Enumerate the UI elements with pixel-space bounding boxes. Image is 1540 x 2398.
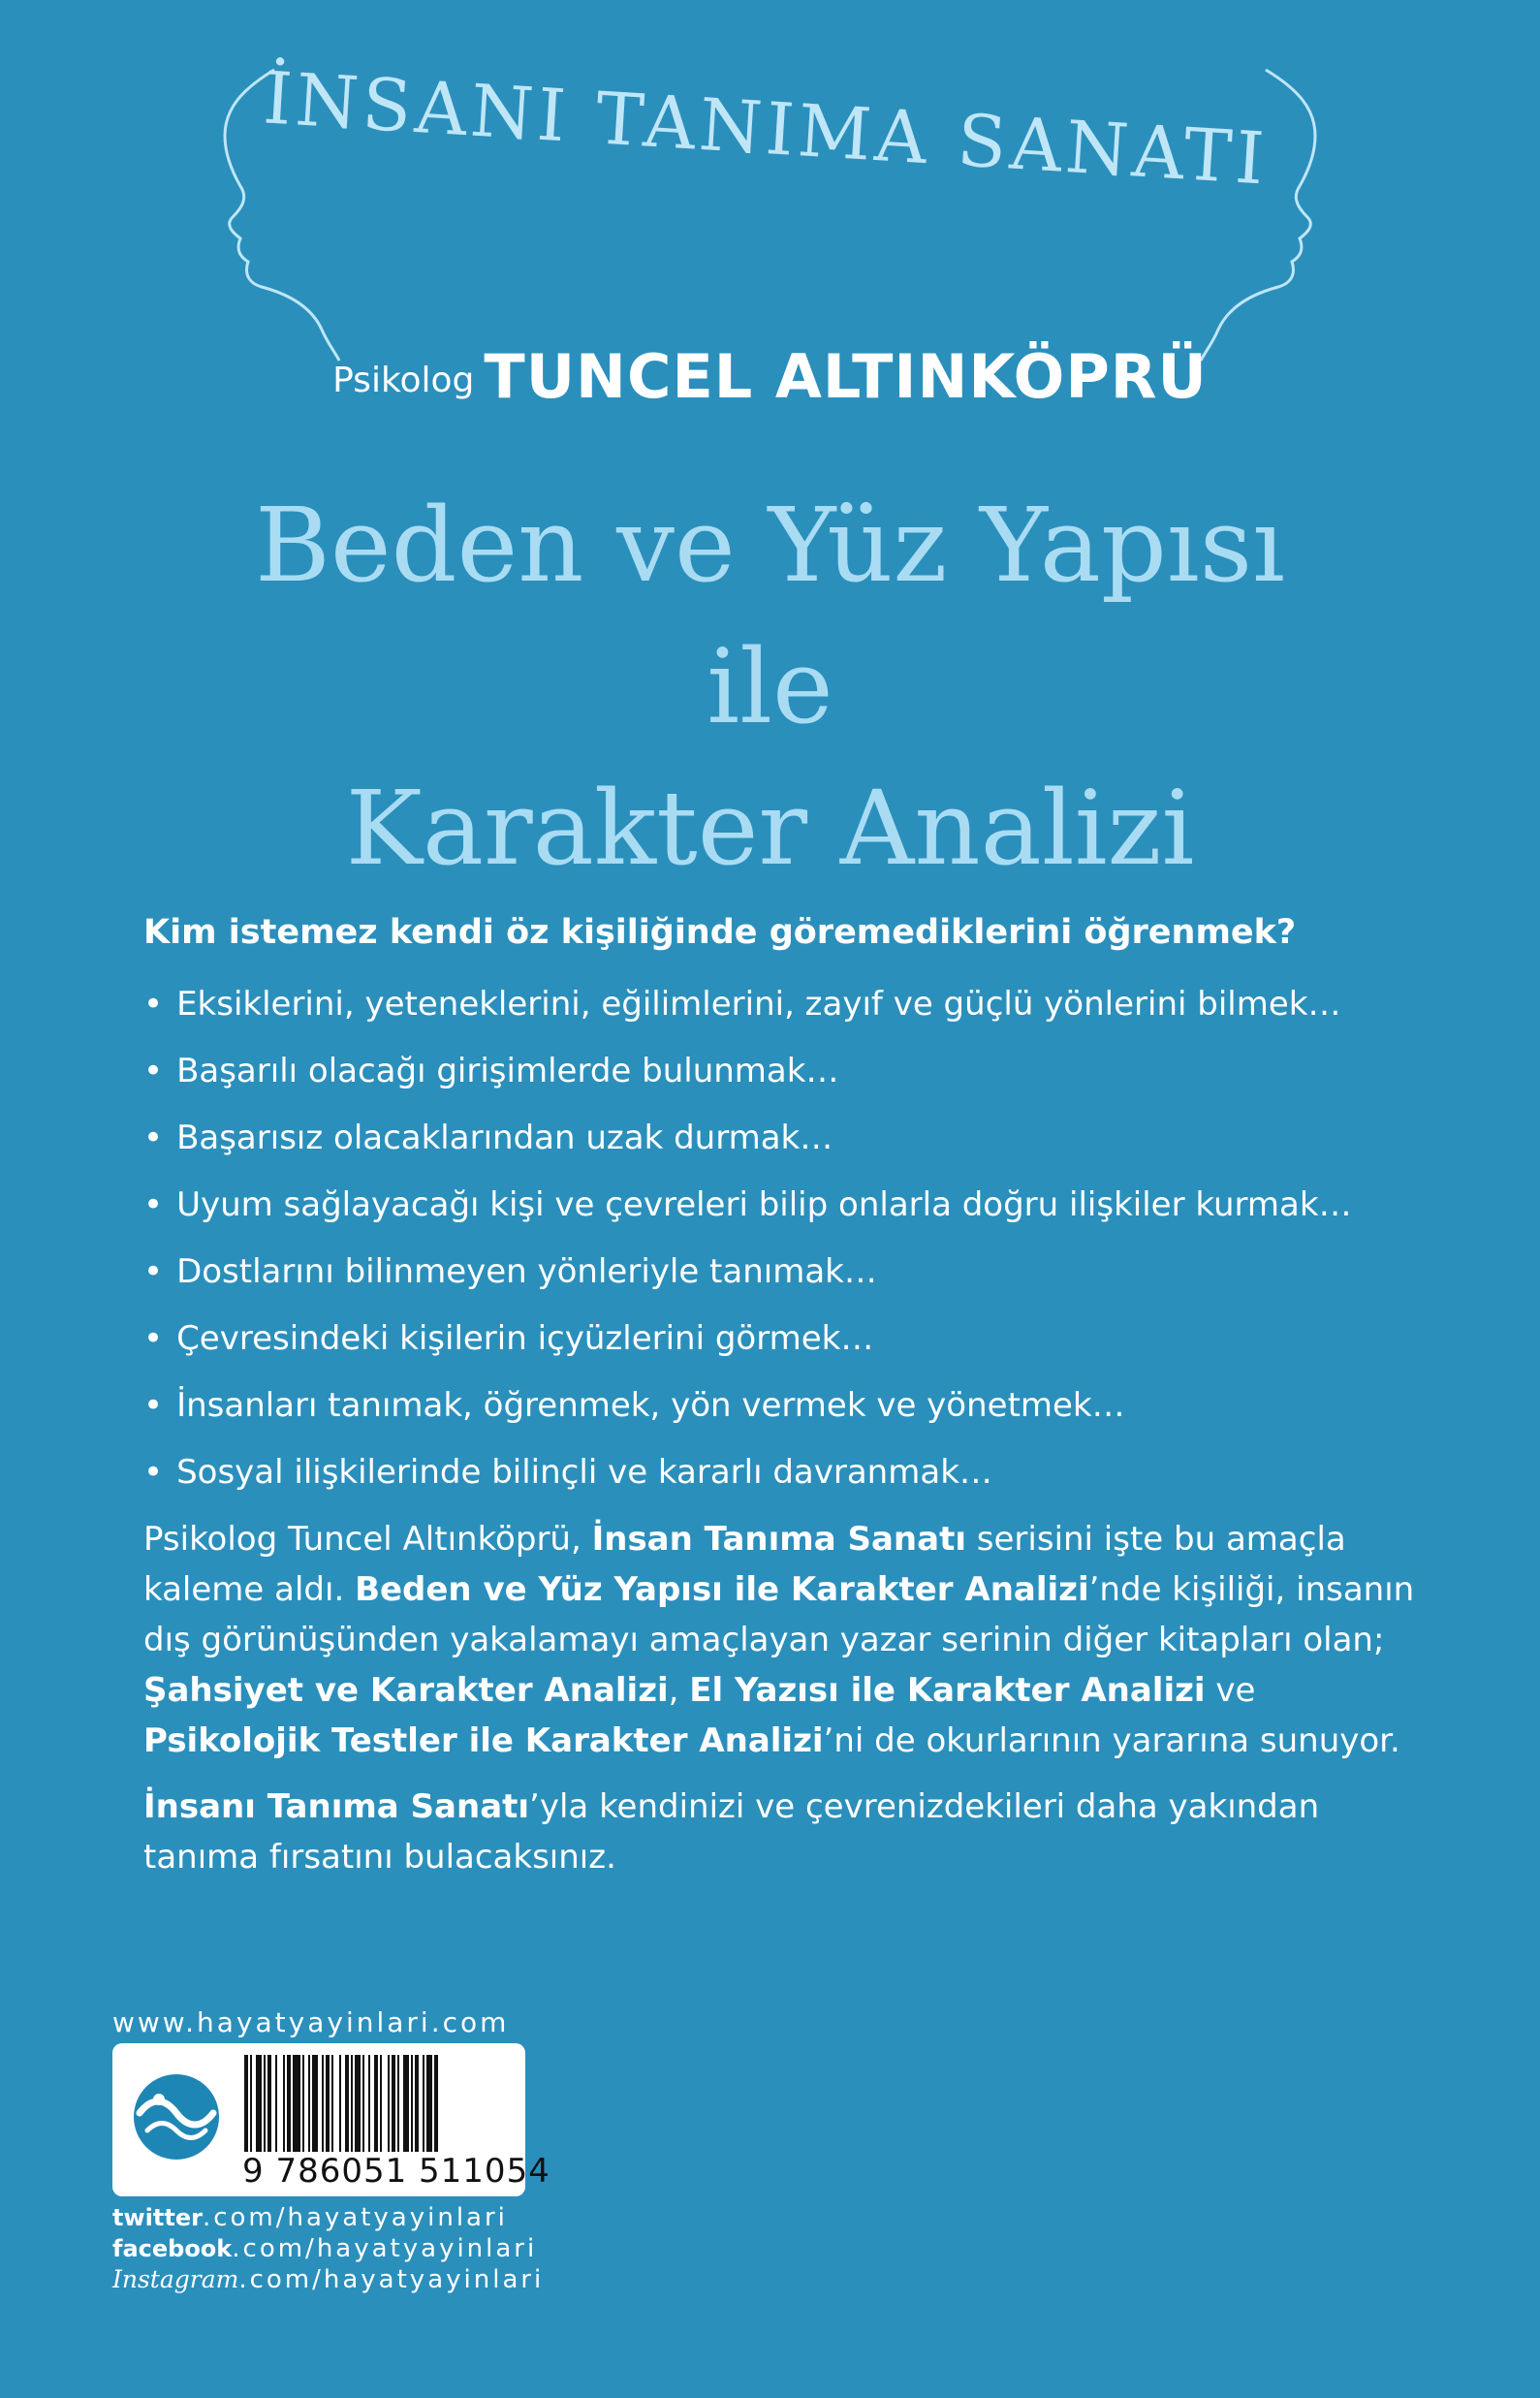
barcode-bar bbox=[308, 2055, 310, 2152]
social-links bbox=[112, 2202, 544, 2295]
barcode-bar bbox=[267, 2055, 271, 2152]
barcode-bar bbox=[380, 2055, 382, 2152]
para1-bold: Beden ve Yüz Yapısı ile Karakter Analizi bbox=[355, 1570, 1089, 1609]
barcode bbox=[242, 2055, 514, 2152]
instagram-link[interactable] bbox=[112, 2264, 544, 2295]
barcode-bar bbox=[302, 2055, 304, 2152]
para1-bold: Şahsiyet ve Karakter Analizi bbox=[143, 1671, 669, 1710]
facebook-link[interactable] bbox=[112, 2233, 544, 2264]
barcode-bar bbox=[345, 2055, 349, 2152]
blurb-question: Kim istemez kendi öz kişiliğinde göremediklerini öğrenmek? bbox=[143, 913, 1297, 952]
para1-bold: El Yazısı ile Karakter Analizi bbox=[689, 1671, 1206, 1710]
barcode-bar bbox=[250, 2055, 252, 2152]
blurb bbox=[143, 905, 1423, 1882]
barcode-bar bbox=[426, 2055, 432, 2152]
barcode-bar bbox=[244, 2055, 248, 2152]
twitter-path: .com/hayatyayinlari bbox=[202, 2203, 508, 2232]
wave-logo-icon bbox=[130, 2070, 223, 2163]
bullet-item: • İnsanları tanımak, öğrenmek, yön vermek ve yönetmek… bbox=[143, 1373, 1423, 1439]
para1-text: , bbox=[668, 1671, 690, 1710]
barcode-bar bbox=[403, 2055, 409, 2152]
facebook-path: .com/hayatyayinlari bbox=[232, 2234, 538, 2263]
bullet-item: • Başarısız olacaklarından uzak durmak… bbox=[143, 1105, 1423, 1172]
bullet-item: • Uyum sağlayacağı kişi ve çevreleri bilip onlarla doğru ilişkiler kurmak… bbox=[143, 1172, 1423, 1239]
bullet-item: • Başarılı olacağı girişimlerde bulunmak… bbox=[143, 1038, 1423, 1105]
barcode-bar bbox=[312, 2055, 318, 2152]
barcode-bar bbox=[355, 2055, 361, 2152]
publisher-website: www.hayatyayinlari.com bbox=[112, 2006, 510, 2038]
instagram-path: .com/hayatyayinlari bbox=[238, 2265, 545, 2294]
twitter-brand: twitter bbox=[112, 2204, 203, 2231]
para2-bold: İnsanı Tanıma Sanatı bbox=[143, 1787, 530, 1826]
barcode-bar bbox=[331, 2055, 333, 2152]
author-line bbox=[0, 341, 1540, 412]
blurb-paragraph-2 bbox=[143, 1782, 1423, 1882]
barcode-bar bbox=[283, 2055, 285, 2152]
isbn-number: 9 786051 511054 bbox=[242, 2152, 550, 2191]
para2-text: ’yla kendinizi ve çevrenizdekileri daha yakından tanıma fırsatını bulacaksınız. bbox=[143, 1787, 1320, 1877]
book-title-line-2: ile bbox=[707, 627, 833, 746]
barcode-bar bbox=[264, 2055, 266, 2152]
blurb-paragraph-1 bbox=[143, 1514, 1423, 1766]
barcode-bar bbox=[362, 2055, 364, 2152]
barcode-bar bbox=[392, 2055, 395, 2152]
book-title bbox=[0, 475, 1540, 899]
barcode-bar bbox=[293, 2055, 300, 2152]
barcode-bar bbox=[275, 2055, 277, 2152]
barcode-bar bbox=[388, 2055, 390, 2152]
barcode-panel bbox=[112, 2043, 550, 2196]
facebook-brand: facebook bbox=[112, 2235, 233, 2262]
bullet-item: • Eksiklerini, yeteneklerini, eğilimlerini, zayıf ve güçlü yönlerini bilmek… bbox=[143, 971, 1423, 1038]
book-title-line-1: Beden ve Yüz Yapısı bbox=[254, 486, 1286, 605]
para1-text: ’nde kişiliği, insanın dış görünüşünden yakalamayı amaçlayan yazar serinin diğer kitapları olan; bbox=[143, 1570, 1415, 1659]
barcode-bar bbox=[339, 2055, 341, 2152]
para1-text: Psikolog Tuncel Altınköprü, bbox=[143, 1520, 592, 1559]
barcode-bar bbox=[368, 2055, 370, 2152]
bullet-list bbox=[143, 971, 1423, 1506]
barcode-bar bbox=[434, 2055, 438, 2152]
barcode-bar bbox=[326, 2055, 330, 2152]
para1-text: ’ni de okurlarının yararına sunuyor. bbox=[823, 1721, 1400, 1760]
barcode-bar bbox=[351, 2055, 353, 2152]
barcode-bar bbox=[322, 2055, 324, 2152]
bullet-item: • Çevresindeki kişilerin içyüzlerini görmek… bbox=[143, 1306, 1423, 1373]
series-title: İNSANI TANIMA SANATI bbox=[261, 56, 1271, 202]
barcode-bar bbox=[423, 2055, 424, 2152]
barcode-bar bbox=[397, 2055, 399, 2152]
para1-text: serisini işte bu amaçla kaleme aldı. bbox=[143, 1520, 1346, 1609]
twitter-link[interactable] bbox=[112, 2202, 544, 2233]
barcode-bar bbox=[256, 2055, 262, 2152]
para1-text: ve bbox=[1205, 1671, 1256, 1710]
para1-bold: Psikolojik Testler ile Karakter Analizi bbox=[143, 1721, 824, 1760]
author-prefix: Psikolog bbox=[332, 361, 475, 400]
barcode-bar bbox=[415, 2055, 419, 2152]
bullet-item: • Sosyal ilişkilerinde bilinçli ve kararlı davranmak… bbox=[143, 1439, 1423, 1506]
bullet-item: • Dostlarını bilinmeyen yönleriyle tanımak… bbox=[143, 1239, 1423, 1306]
book-title-line-3: Karakter Analizi bbox=[345, 769, 1195, 888]
face-profiles-illustration bbox=[0, 0, 1540, 388]
barcode-bar bbox=[411, 2055, 413, 2152]
barcode-bar bbox=[374, 2055, 378, 2152]
barcode-bar bbox=[287, 2055, 291, 2152]
instagram-brand: Instagram bbox=[112, 2265, 239, 2293]
author-name: TUNCEL ALTINKÖPRÜ bbox=[484, 341, 1208, 412]
para1-bold: İnsan Tanıma Sanatı bbox=[591, 1520, 966, 1559]
